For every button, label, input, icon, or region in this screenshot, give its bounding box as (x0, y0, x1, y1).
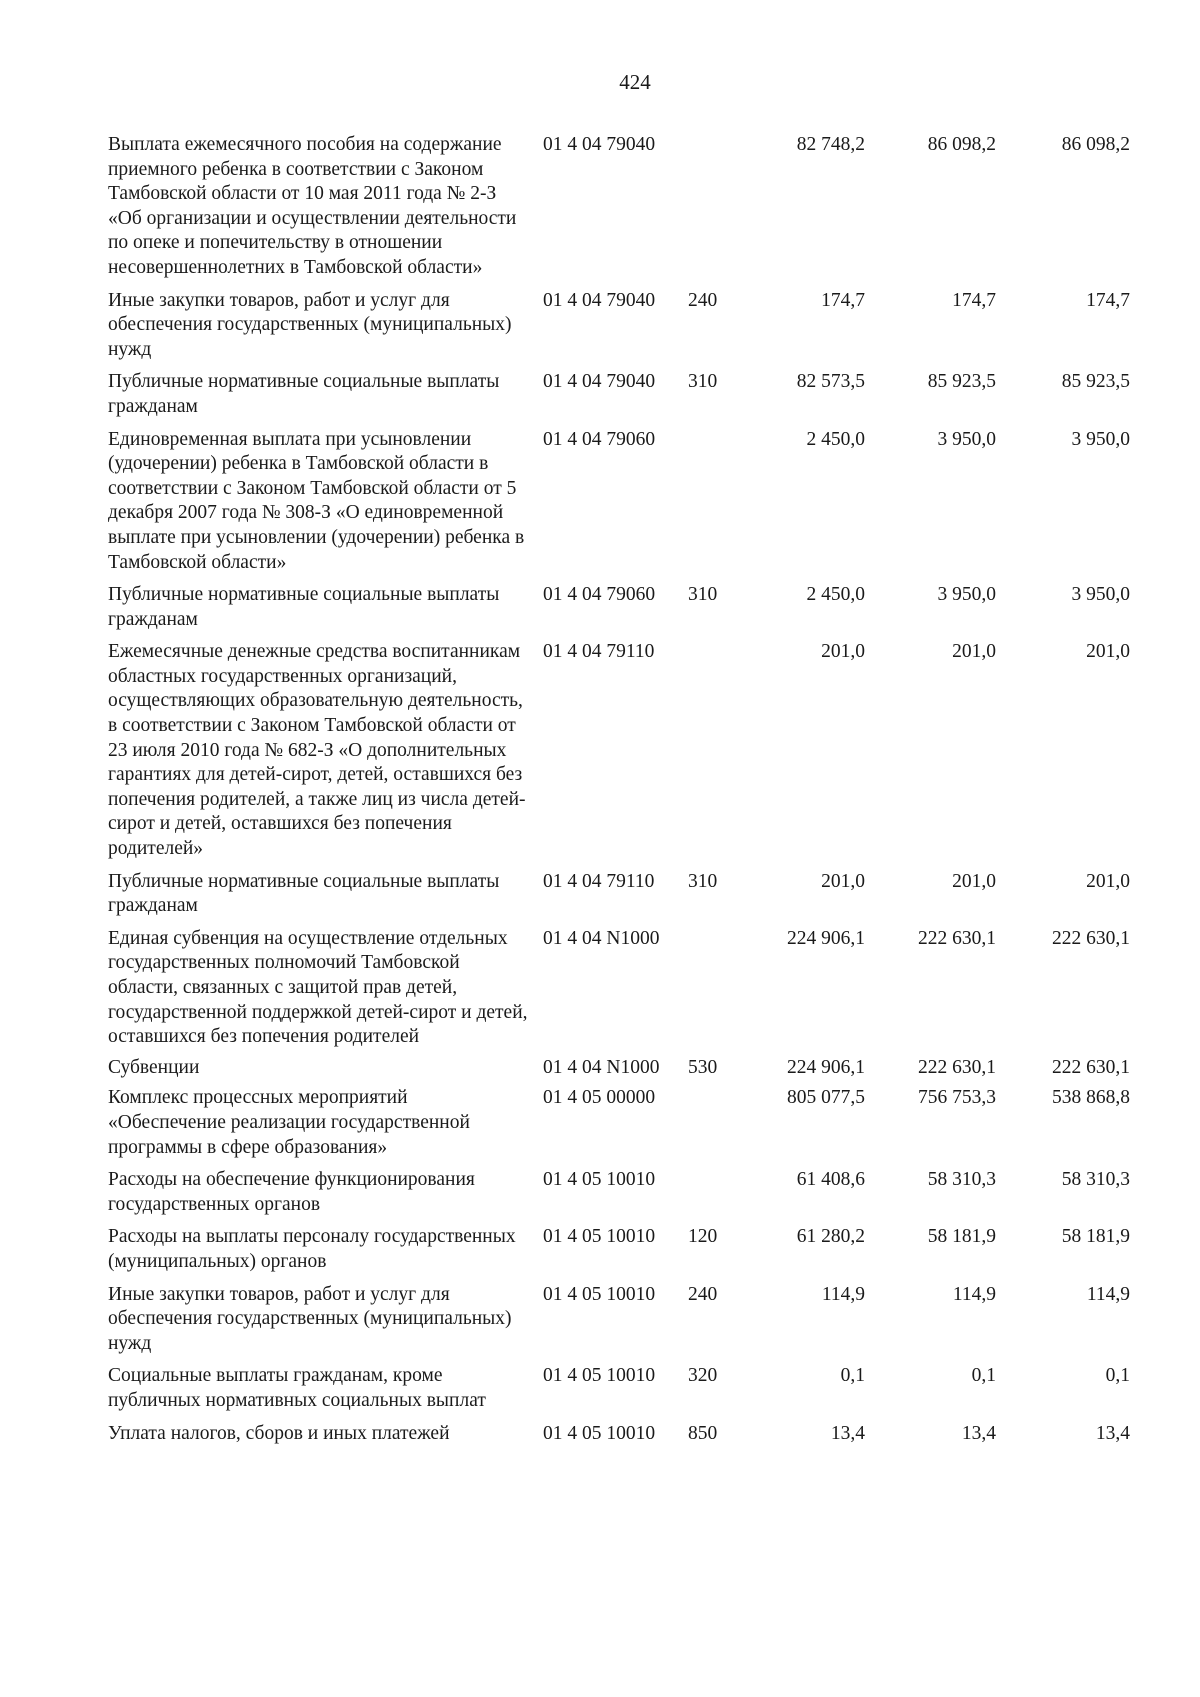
row-type: 850 (688, 1422, 718, 1444)
row-name: Публичные нормативные социальные выплаты гражданам (108, 371, 500, 417)
row-value-1: 13,4 (830, 1422, 865, 1444)
row-value-1: 805 077,5 (787, 1087, 865, 1109)
row-name: Комплекс процессных мероприятий «Обеспечение реализации государственной программы в сфере образования» (108, 1087, 470, 1158)
row-name: Выплата ежемесячного пособия на содержание приемного ребенка в соответствии с Законом Тамбовской области от 10 мая 2011 года № 2-З «Об организации и осуществлении деятельности по опеке и попечительству в отношении несовершеннолетних в Тамбовской области» (108, 134, 517, 278)
row-value-1: 174,7 (821, 289, 865, 311)
row-value-1: 201,0 (821, 870, 865, 892)
table-row (108, 289, 1188, 363)
row-value-2: 174,7 (952, 289, 996, 311)
table-row (108, 1364, 1188, 1413)
row-value-3: 201,0 (1086, 641, 1130, 663)
row-code: 01 4 05 10010 (543, 1169, 656, 1191)
row-value-2: 201,0 (952, 641, 996, 663)
row-value-1: 61 408,6 (796, 1169, 865, 1191)
row-value-1: 2 450,0 (806, 428, 865, 450)
table-row (108, 640, 1188, 861)
row-code: 01 4 04 79040 (543, 289, 656, 311)
row-type: 320 (688, 1365, 718, 1387)
row-code: 01 4 04 79040 (543, 371, 656, 393)
row-type: 240 (688, 289, 718, 311)
row-name: Расходы на выплаты персоналу государственных (муниципальных) органов (108, 1226, 516, 1272)
row-value-1: 0,1 (840, 1365, 865, 1387)
row-name: Единовременная выплата при усыновлении (удочерении) ребенка в Тамбовской области в соответствии с Законом Тамбовской области от 5 декабря 2007 года № 308-З «О единовременной выплате при усыновлении (удочерении) ребенка в Тамбовской области» (108, 428, 525, 573)
row-type: 120 (688, 1226, 718, 1248)
row-code: 01 4 05 10010 (543, 1283, 656, 1305)
table-row (108, 370, 1188, 419)
row-value-1: 224 906,1 (787, 927, 865, 949)
row-value-3: 114,9 (1086, 1283, 1130, 1305)
budget-table (108, 133, 1188, 1446)
row-value-3: 85 923,5 (1061, 371, 1130, 393)
table-row (108, 428, 1188, 576)
table-row (108, 583, 1188, 632)
row-code: 01 4 05 10010 (543, 1365, 656, 1387)
row-value-3: 201,0 (1086, 870, 1130, 892)
row-name: Расходы на обеспечение функционирования государственных органов (108, 1169, 475, 1215)
table-row (108, 1225, 1188, 1274)
row-value-2: 3 950,0 (937, 428, 996, 450)
table-row (108, 1056, 1188, 1081)
row-type: 530 (688, 1056, 718, 1078)
row-value-2: 13,4 (961, 1422, 996, 1444)
row-value-3: 58 181,9 (1061, 1226, 1130, 1248)
row-name: Ежемесячные денежные средства воспитанникам областных государственных организаций, осуществляющих образовательную деятельность, в соответствии с Законом Тамбовской области от 23 июля 2010 года № 682-З «О дополнительных гарантиях для детей-сирот, детей, оставшихся без попечения родителей, а также лиц из числа детей-сирот и детей, оставшихся без попечения родителей» (108, 641, 526, 860)
table-row (108, 1086, 1188, 1160)
row-code: 01 4 04 79110 (543, 870, 655, 892)
row-code: 01 4 05 10010 (543, 1422, 656, 1444)
row-name: Социальные выплаты гражданам, кроме публичных нормативных социальных выплат (108, 1365, 486, 1411)
row-code: 01 4 05 10010 (543, 1226, 656, 1248)
row-value-1: 201,0 (821, 641, 865, 663)
row-type: 240 (688, 1283, 718, 1305)
row-value-2: 222 630,1 (918, 1056, 996, 1078)
row-type: 310 (688, 870, 718, 892)
row-value-1: 82 748,2 (796, 134, 865, 155)
row-name: Публичные нормативные социальные выплаты гражданам (108, 584, 500, 630)
row-value-1: 114,9 (821, 1283, 865, 1305)
row-value-2: 58 181,9 (927, 1226, 996, 1248)
row-type: 310 (688, 584, 718, 606)
row-value-2: 222 630,1 (918, 927, 996, 949)
row-value-2: 3 950,0 (937, 584, 996, 606)
row-value-2: 85 923,5 (927, 371, 996, 393)
table-row (108, 1283, 1188, 1357)
row-code: 01 4 04 79040 (543, 134, 656, 155)
row-value-1: 61 280,2 (796, 1226, 865, 1248)
row-value-2: 201,0 (952, 870, 996, 892)
table-row (108, 870, 1188, 919)
row-value-2: 756 753,3 (918, 1087, 996, 1109)
row-code: 01 4 05 00000 (543, 1087, 656, 1109)
table-row (108, 133, 1188, 281)
row-value-3: 13,4 (1095, 1422, 1130, 1444)
row-value-3: 3 950,0 (1071, 584, 1130, 606)
row-value-1: 224 906,1 (787, 1056, 865, 1078)
row-code: 01 4 04 N1000 (543, 1056, 660, 1078)
row-name: Уплата налогов, сборов и иных платежей (108, 1422, 450, 1444)
row-name: Единая субвенция на осуществление отдельных государственных полномочий Тамбовской области, связанных с защитой прав детей, государственной поддержкой детей-сирот и детей, оставшихся без попечения родителей (108, 927, 528, 1048)
row-value-2: 0,1 (971, 1365, 996, 1387)
row-value-2: 114,9 (952, 1283, 996, 1305)
row-name: Иные закупки товаров, работ и услуг для обеспечения государственных (муниципальных) нужд (108, 289, 512, 360)
table-row (108, 1422, 1188, 1447)
row-name: Публичные нормативные социальные выплаты гражданам (108, 870, 500, 917)
row-value-3: 3 950,0 (1071, 428, 1130, 450)
row-name: Иные закупки товаров, работ и услуг для обеспечения государственных (муниципальных) нужд (108, 1283, 512, 1354)
row-code: 01 4 04 79110 (543, 641, 655, 663)
row-value-2: 86 098,2 (927, 134, 996, 155)
row-value-3: 538 868,8 (1052, 1087, 1130, 1109)
row-value-3: 86 098,2 (1061, 134, 1130, 155)
page-number: 424 (619, 70, 651, 94)
table-row (108, 1168, 1188, 1217)
row-value-3: 222 630,1 (1052, 927, 1130, 949)
row-value-2: 58 310,3 (927, 1169, 996, 1191)
row-code: 01 4 04 N1000 (543, 927, 660, 949)
row-value-3: 174,7 (1086, 289, 1130, 311)
row-value-1: 2 450,0 (806, 584, 865, 606)
row-value-3: 222 630,1 (1052, 1056, 1130, 1078)
row-type: 310 (688, 371, 718, 393)
row-code: 01 4 04 79060 (543, 428, 656, 450)
row-value-1: 82 573,5 (796, 371, 865, 393)
table-row (108, 927, 1188, 1050)
row-value-3: 58 310,3 (1061, 1169, 1130, 1191)
row-code: 01 4 04 79060 (543, 584, 656, 606)
row-value-3: 0,1 (1105, 1365, 1130, 1387)
row-name: Субвенции (108, 1056, 200, 1078)
